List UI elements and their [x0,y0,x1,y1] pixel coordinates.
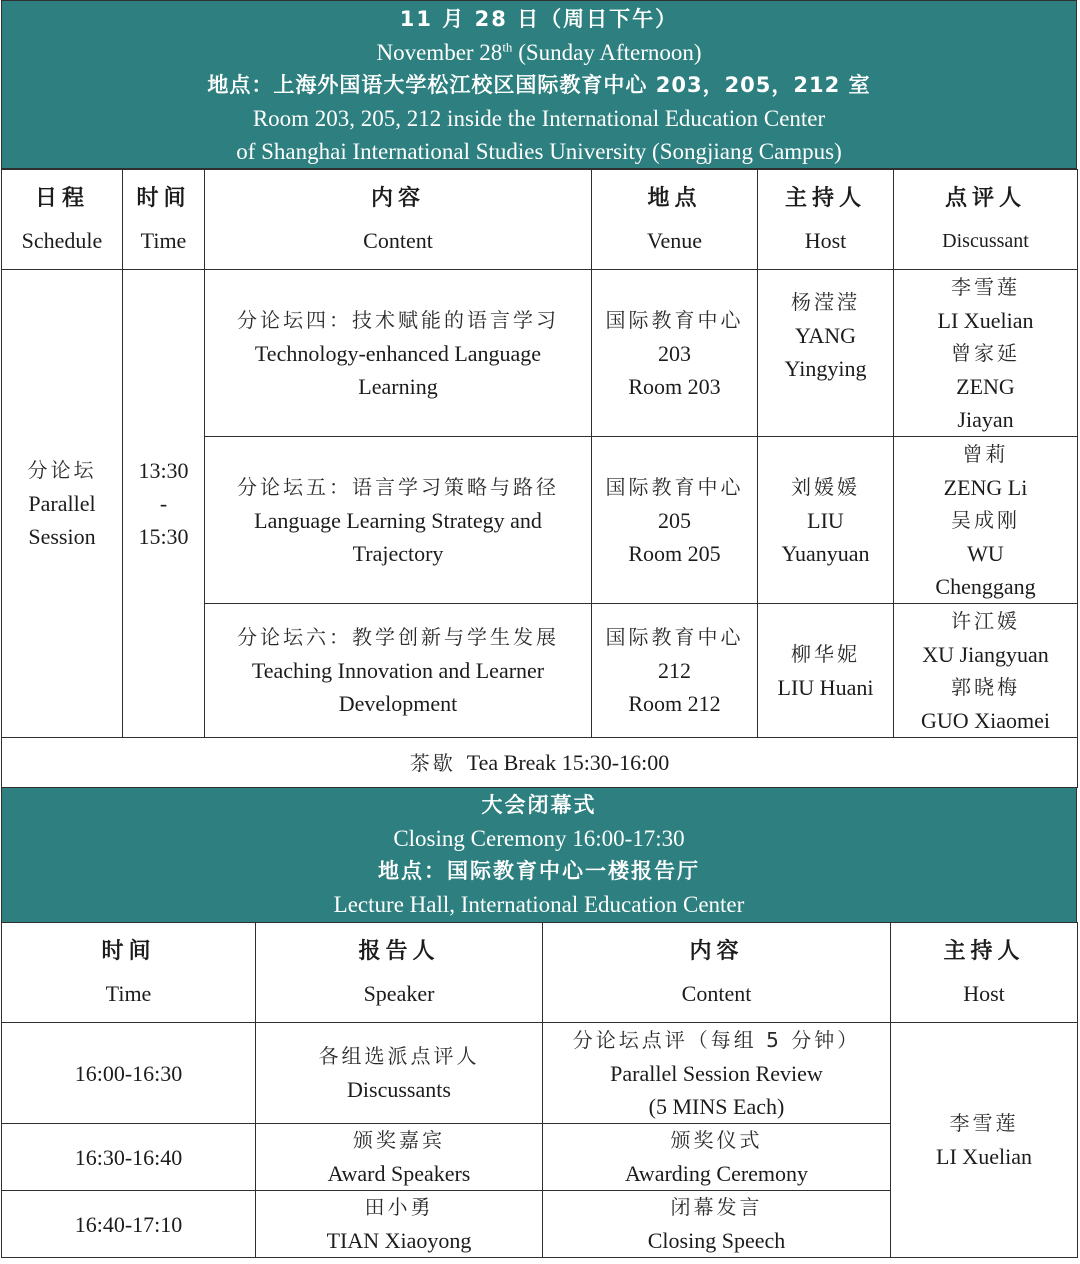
discussant-cell: 曾莉 ZENG Li 吴成刚 WU Chenggang [894,437,1078,604]
closing-speaker-cell: 田小勇 TIAN Xiaoyong [256,1191,543,1258]
tea-break-row [2,738,1078,788]
time-sep: - [159,491,168,516]
tea-break-cell [2,738,1078,788]
closing-header-host: 主持人 Host [891,923,1078,1023]
header-venue: 地点 Venue [592,170,758,270]
venue-en-line2: of Shanghai International Studies University (Songjiang Campus) [236,139,842,164]
discussant-cell: 李雪莲 LI Xuelian 曾家延 ZENG Jiayan [894,270,1078,437]
host-cell: 柳华妮 LIU Huani [758,604,894,738]
closing-host-cell: 李雪莲 LI Xuelian [891,1023,1078,1258]
session-row [2,270,1078,437]
date-en [2,36,1076,69]
time-start: 13:30 [138,458,189,483]
venue-cell: 国际教育中心 212 Room 212 [592,604,758,738]
venue-cell: 国际教育中心 205 Room 205 [592,437,758,604]
program-page [1,0,1077,1262]
closing-venue-en: Lecture Hall, International Education Center [333,892,745,917]
tea-break-zh: 茶歇 [409,750,456,775]
discussant-cell: 许江媛 XU Jiangyuan 郭晓梅 GUO Xiaomei [894,604,1078,738]
content-cell: 分论坛五：语言学习策略与路径 Language Learning Strategy and Trajectory [205,437,592,604]
content-cell: 分论坛六：教学创新与学生发展 Teaching Innovation and Learner Development [205,604,592,738]
closing-speaker-cell: 颁奖嘉宾 Award Speakers [256,1124,543,1191]
host-cell: 杨滢滢 YANG Yingying [758,270,894,437]
afternoon-banner [1,0,1077,169]
time-end: 15:30 [138,524,189,549]
closing-content-cell: 分论坛点评（每组 5 分钟） Parallel Session Review (5 MINS Each) [543,1023,891,1124]
closing-venue-zh: 地点：国际教育中心一楼报告厅 [378,859,700,883]
closing-content-cell: 闭幕发言 Closing Speech [543,1191,891,1258]
closing-header-row [2,923,1078,1023]
content-cell: 分论坛四：技术赋能的语言学习 Technology-enhanced Language Learning [205,270,592,437]
date-zh: 11 月 28 日（周日下午） [399,7,679,31]
schedule-cell [2,270,123,738]
date-en-tail: (Sunday Afternoon) [512,40,702,65]
closing-title-zh: 大会闭幕式 [481,793,597,817]
date-en-sup: th [502,39,513,55]
closing-speaker-cell: 各组选派点评人 Discussants [256,1023,543,1124]
closing-table [1,922,1078,1258]
schedule-zh: 分论坛 [27,458,97,482]
header-time: 时间 Time [123,170,205,270]
host-cell: 刘媛媛 LIU Yuanyuan [758,437,894,604]
closing-header-speaker: 报告人 Speaker [256,923,543,1023]
venue-cell: 国际教育中心 203 Room 203 [592,270,758,437]
date-en-main: November 28 [376,40,503,65]
closing-header-content: 内容 Content [543,923,891,1023]
closing-banner [1,788,1077,923]
closing-time-cell: 16:30-16:40 [2,1124,256,1191]
session-table [1,169,1078,788]
schedule-en1: Parallel [28,491,96,516]
header-host: 主持人 Host [758,170,894,270]
schedule-en2: Session [28,524,96,549]
tea-break-en: Tea Break 15:30-16:00 [466,749,670,775]
time-cell [123,270,205,738]
closing-row [2,1023,1078,1124]
closing-time-cell: 16:00-16:30 [2,1023,256,1124]
closing-header-time: 时间 Time [2,923,256,1023]
header-discussant: 点评人 Discussant [894,170,1078,270]
closing-time-cell: 16:40-17:10 [2,1191,256,1258]
header-content: 内容 Content [205,170,592,270]
closing-title-en: Closing Ceremony 16:00-17:30 [393,826,685,851]
header-schedule: 日程 Schedule [2,170,123,270]
closing-content-cell: 颁奖仪式 Awarding Ceremony [543,1124,891,1191]
venue-zh: 地点：上海外国语大学松江校区国际教育中心 203，205，212 室 [207,73,871,97]
venue-en-line1: Room 203, 205, 212 inside the International Education Center [252,106,826,131]
session-header-row [2,170,1078,270]
